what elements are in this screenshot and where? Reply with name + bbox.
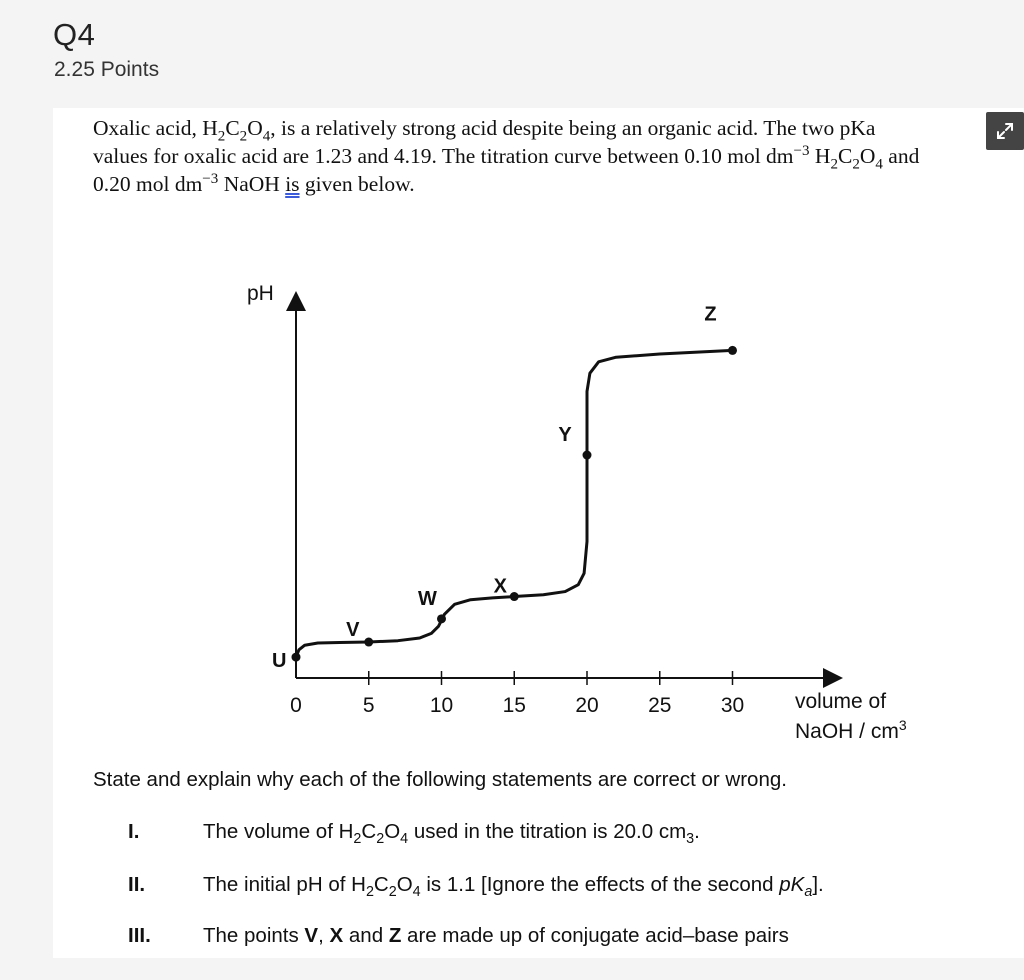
statement-number: II. (128, 873, 146, 896)
point-v (364, 638, 373, 647)
point-label-z: Z (704, 303, 717, 326)
statement-text: The points V, X and Z are made up of conjugate acid–base pairs (203, 924, 789, 947)
point-label-w: W (418, 587, 437, 610)
paragraph-line-1: Oxalic acid, $H_2C_2O_4$, is a relatively strong acid despite being an organic acid. The two pKa (93, 116, 876, 145)
x-tick-label: 10 (429, 694, 454, 717)
statement-number: III. (128, 924, 151, 947)
statement-text: The initial pH of $H_2C_2O_4$ is 1.1 [Ignore the effects of the second $pK_a$]. (203, 873, 824, 901)
point-x (510, 592, 519, 601)
point-u (292, 653, 301, 662)
point-label-y: Y (558, 424, 572, 447)
x-tick-label: 5 (362, 694, 375, 717)
paragraph-line-2: values for oxalic acid are 1.23 and 4.19. The titration curve between 0.10 mol $dm^{-3}$ $H_2C_2O_4$ and (93, 142, 920, 173)
paragraph-line-3: 0.20 mol $dm^{-3}$ NaOH is given below. (93, 170, 415, 196)
statement-text: The volume of $H_2C_2O_4$ used in the titration is 20.0 $cm_3$. (203, 820, 700, 848)
curve-points (272, 303, 737, 672)
x-tick-label: 30 (720, 694, 745, 717)
point-z (728, 346, 737, 355)
x-tick-label: 20 (575, 694, 599, 717)
point-label-x: X (493, 575, 507, 598)
question-title: Q4 (53, 17, 96, 52)
statement-number: I. (128, 820, 140, 843)
point-label-u: U (272, 650, 287, 673)
x-axis-label-1: volume of (795, 690, 887, 713)
point-label-v: V (346, 619, 360, 642)
x-axis-label-2: NaOH / $cm^3$ (795, 717, 907, 743)
question-header (0, 0, 1024, 110)
point-y (583, 451, 592, 460)
y-axis-label: pH (247, 282, 274, 305)
x-tick-label: 15 (502, 694, 526, 717)
question-points: 2.25 Points (54, 58, 160, 81)
x-tick-label: 25 (648, 694, 672, 717)
question-card (53, 108, 1024, 958)
titration-chart (53, 108, 1024, 758)
titration-curve (296, 350, 733, 657)
page-footer (0, 962, 1024, 980)
x-tick-label: 0 (290, 694, 302, 717)
point-w (437, 614, 446, 623)
statements-intro: State and explain why each of the following statements are correct or wrong. (93, 768, 787, 791)
